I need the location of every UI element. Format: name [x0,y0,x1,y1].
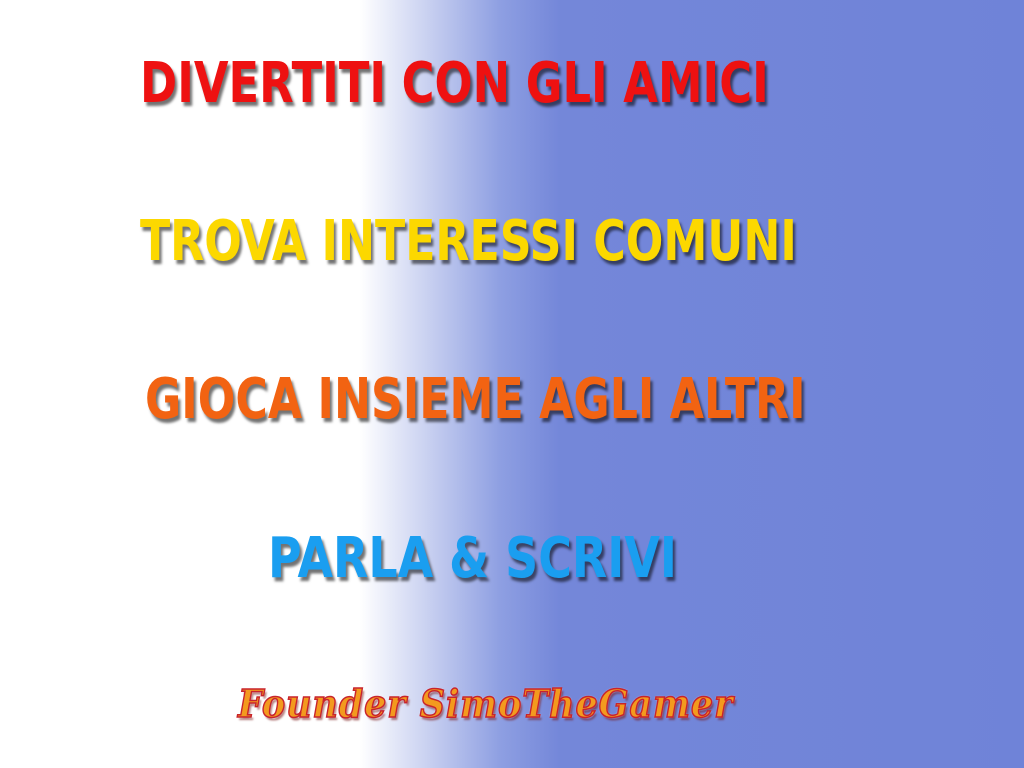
headline-parla-e-scrivi: PARLA & SCRIVI [268,526,678,591]
headline-divertiti-con-gli-amici: DIVERTITI CON GLI AMICI [140,51,769,116]
headline-gioca-insieme-agli-altri: GIOCA INSIEME AGLI ALTRI [145,367,806,432]
founder-credit: Founder SimoTheGamer [238,681,734,726]
headline-trova-interessi-comuni: TROVA INTERESSI COMUNI [140,209,797,274]
